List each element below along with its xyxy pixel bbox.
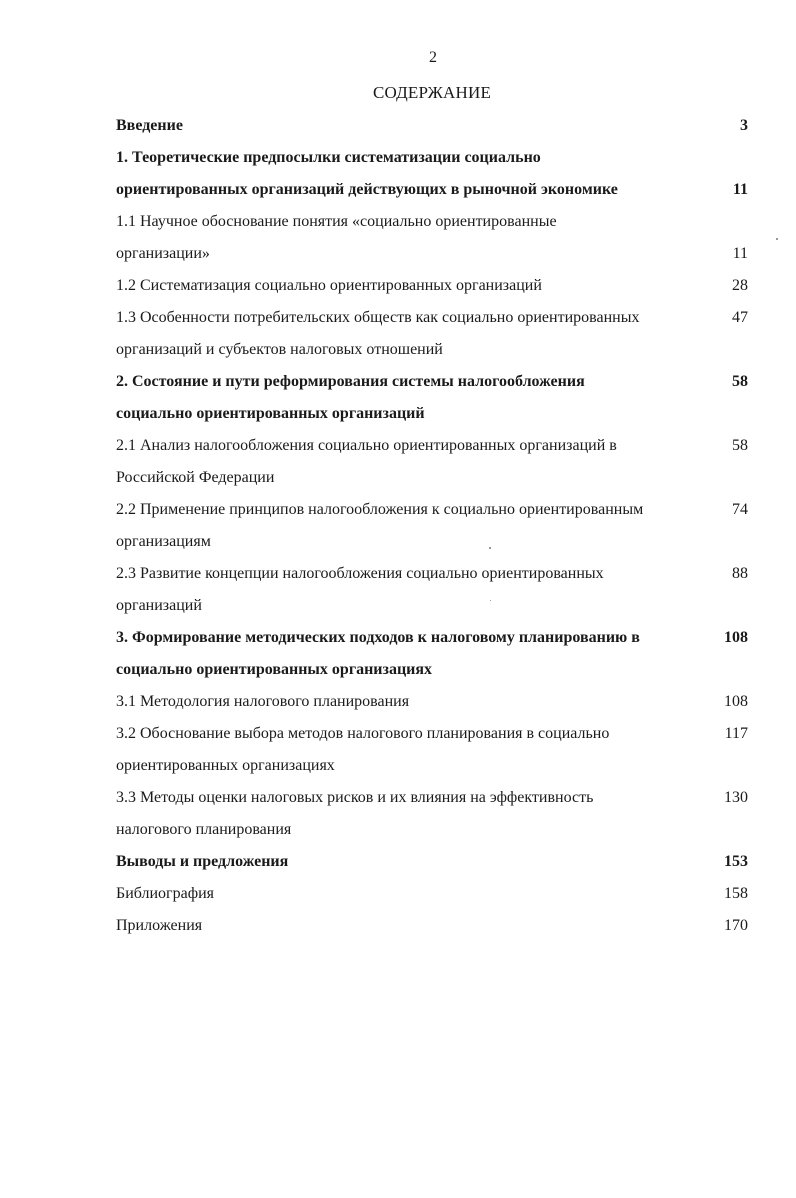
toc-line-text: Библиография: [116, 885, 214, 902]
toc-line-text: Приложения: [116, 917, 203, 934]
toc-line-page: 170: [724, 917, 748, 934]
toc-line-introduction: [116, 114, 748, 138]
toc-line-section-3-2-b: [116, 754, 748, 778]
toc-line-chapter-2-a: [116, 370, 748, 394]
toc-line-text: 3.2 Обоснование выбора методов налогового планирования в социально: [116, 725, 610, 742]
toc-line-section-1-3-b: [116, 338, 748, 362]
page-title: СОДЕРЖАНИЕ: [372, 83, 492, 102]
toc-line-section-3-2-a: [116, 722, 748, 746]
toc-line-page: 11: [732, 245, 748, 262]
toc-line-text: 1.1 Научное обоснование понятия «социально ориентированные: [116, 213, 557, 230]
toc-line-text: 1.3 Особенности потребительских обществ как социально ориентированных: [116, 309, 640, 326]
toc-line-section-2-3-a: [116, 562, 748, 586]
toc-line-page: 58: [732, 373, 748, 390]
toc-line-text: налогового планирования: [116, 821, 292, 838]
toc-line-text: Выводы и предложения: [116, 853, 289, 870]
toc-line-text: 3.3 Методы оценки налоговых рисков и их влияния на эффективность: [116, 789, 594, 806]
toc-line-text: 2.3 Развитие концепции налогообложения социально ориентированных: [116, 565, 604, 582]
toc-line-page: 117: [724, 725, 748, 742]
toc-line-page: 158: [724, 885, 748, 902]
toc-line-chapter-1-b: [116, 178, 748, 202]
toc-line-text: организациям: [116, 533, 211, 550]
toc-line-chapter-2-b: [116, 402, 748, 426]
toc-line-section-2-1-a: [116, 434, 748, 458]
toc-line-text: 2.2 Применение принципов налогообложения к социально ориентированным: [116, 501, 644, 518]
toc-line-text: социально ориентированных организаций: [116, 405, 425, 422]
toc-line-text: организаций: [116, 597, 202, 614]
toc-line-text: 3.1 Методология налогового планирования: [116, 693, 410, 710]
toc-line-page: 88: [732, 565, 748, 582]
toc-line-page: 108: [724, 629, 748, 646]
toc-line-page: 3: [740, 117, 748, 134]
toc-line-text: организации»: [116, 245, 210, 262]
toc-line-page: 11: [732, 181, 748, 198]
toc-line-page: 74: [732, 501, 748, 518]
toc-line-chapter-3-b: [116, 658, 748, 682]
scan-speck: [490, 600, 491, 601]
toc-line-page: 58: [732, 437, 748, 454]
toc-line-section-2-2-a: [116, 498, 748, 522]
toc-line-text: 1.2 Систематизация социально ориентированных организаций: [116, 277, 542, 294]
toc-line-section-2-3-b: [116, 594, 748, 618]
toc-line-section-3-3-a: [116, 786, 748, 810]
toc-line-section-3-3-b: [116, 818, 748, 842]
toc-line-text: социально ориентированных организациях: [116, 661, 433, 678]
toc-line-page: 130: [724, 789, 748, 806]
toc-line-chapter-1-a: [116, 146, 748, 170]
toc-line-section-3-1: [116, 690, 748, 714]
page-number: 2: [429, 49, 437, 66]
toc-line-section-1-1-b: [116, 242, 748, 266]
toc-line-section-2-1-b: [116, 466, 748, 490]
toc-line-page: 28: [732, 277, 748, 294]
toc-line-conclusions: [116, 850, 748, 874]
toc-line-section-1-3-a: [116, 306, 748, 330]
toc-line-section-2-2-b: [116, 530, 748, 554]
toc-line-text: Российской Федерации: [116, 469, 275, 486]
toc-line-page: 47: [732, 309, 748, 326]
toc-line-text: ориентированных организациях: [116, 757, 335, 774]
scan-speck: [489, 547, 491, 549]
toc-line-text: 3. Формирование методических подходов к налоговому планированию в: [116, 629, 640, 646]
toc-line-text: Введение: [116, 117, 183, 134]
scan-speck: [776, 238, 778, 240]
toc-line-page: 108: [724, 693, 748, 710]
toc-line-bibliography: [116, 882, 748, 906]
toc-line-text: 2. Состояние и пути реформирования системы налогообложения: [116, 373, 585, 390]
toc-line-appendices: [116, 914, 748, 938]
toc-line-text: организаций и субъектов налоговых отношений: [116, 341, 443, 358]
toc-line-text: 1. Теоретические предпосылки систематизации социально: [116, 149, 541, 166]
toc-line-section-1-2: [116, 274, 748, 298]
toc-line-section-1-1-a: [116, 210, 748, 234]
toc-line-text: 2.1 Анализ налогообложения социально ориентированных организаций в: [116, 437, 617, 454]
toc-line-chapter-3-a: [116, 626, 748, 650]
toc-line-page: 153: [724, 853, 748, 870]
toc-line-text: ориентированных организаций действующих в рыночной экономике: [116, 181, 618, 198]
